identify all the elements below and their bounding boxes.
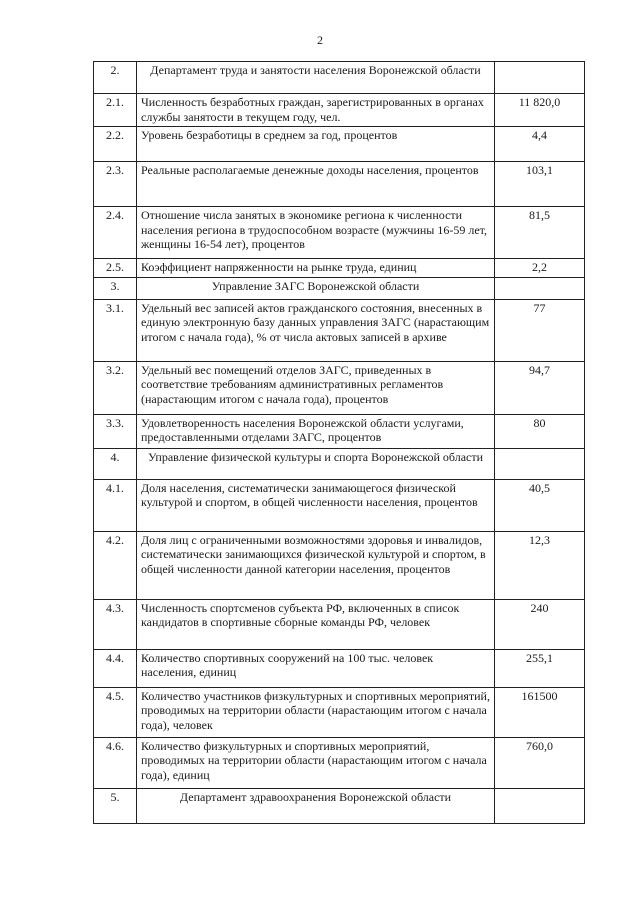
table-row bbox=[94, 737, 585, 788]
indicator-name: Доля лиц с ограниченными возможностями здоровья и инвалидов, систематически занимающихся физической культурой и спортом, в общей численности данной категории населения, процентов bbox=[137, 531, 495, 599]
table-row bbox=[94, 599, 585, 649]
table-row bbox=[94, 361, 585, 414]
row-number: 4.5. bbox=[94, 687, 137, 737]
indicator-name: Отношение числа занятых в экономике региона к численности населения региона в трудоспособном возрасте (мужчины 16-59 лет, женщины 16-54 лет), процентов bbox=[137, 207, 495, 259]
indicators-table bbox=[93, 61, 585, 824]
indicator-value bbox=[495, 448, 585, 479]
table-row bbox=[94, 299, 585, 361]
indicator-value: 80 bbox=[495, 414, 585, 448]
indicator-value: 161500 bbox=[495, 687, 585, 737]
table-row bbox=[94, 687, 585, 737]
indicator-value: 2,2 bbox=[495, 259, 585, 278]
indicator-name: Удельный вес помещений отделов ЗАГС, приведенных в соответствие требованиям административных регламентов (нарастающим итогом с начала года), процентов bbox=[137, 361, 495, 414]
row-number: 4.2. bbox=[94, 531, 137, 599]
indicator-value bbox=[495, 277, 585, 299]
indicator-value bbox=[495, 788, 585, 823]
table-row bbox=[94, 414, 585, 448]
indicator-value: 40,5 bbox=[495, 479, 585, 531]
row-number: 5. bbox=[94, 788, 137, 823]
section-title: Департамент труда и занятости населения Воронежской области bbox=[137, 62, 495, 94]
indicator-name: Удельный вес записей актов гражданского состояния, внесенных в единую электронную базу данных управления ЗАГС (нарастающим итогом с начала года), % от числа актовых записей в архиве bbox=[137, 299, 495, 361]
row-number: 4. bbox=[94, 448, 137, 479]
indicators-table-body bbox=[94, 62, 585, 824]
row-number: 2. bbox=[94, 62, 137, 94]
indicator-name: Коэффициент напряженности на рынке труда, единиц bbox=[137, 259, 495, 278]
indicator-value: 760,0 bbox=[495, 737, 585, 788]
indicator-value: 77 bbox=[495, 299, 585, 361]
row-number: 2.4. bbox=[94, 207, 137, 259]
section-row bbox=[94, 277, 585, 299]
indicator-name: Реальные располагаемые денежные доходы населения, процентов bbox=[137, 162, 495, 207]
indicator-name: Доля населения, систематически занимающегося физической культурой и спортом, в общей численности населения, процентов bbox=[137, 479, 495, 531]
table-row bbox=[94, 162, 585, 207]
indicator-name: Количество спортивных сооружений на 100 тыс. человек населения, единиц bbox=[137, 649, 495, 687]
indicator-value: 12,3 bbox=[495, 531, 585, 599]
row-number: 3. bbox=[94, 277, 137, 299]
section-row bbox=[94, 788, 585, 823]
page-number: 2 bbox=[317, 33, 323, 47]
row-number: 4.4. bbox=[94, 649, 137, 687]
indicator-name: Численность спортсменов субъекта РФ, включенных в список кандидатов в спортивные сборные команды РФ, человек bbox=[137, 599, 495, 649]
row-number: 4.6. bbox=[94, 737, 137, 788]
section-title: Департамент здравоохранения Воронежской области bbox=[137, 788, 495, 823]
row-number: 4.1. bbox=[94, 479, 137, 531]
table-row bbox=[94, 127, 585, 162]
section-title: Управление физической культуры и спорта Воронежской области bbox=[137, 448, 495, 479]
row-number: 4.3. bbox=[94, 599, 137, 649]
indicator-name: Уровень безработицы в среднем за год, процентов bbox=[137, 127, 495, 162]
table-row bbox=[94, 94, 585, 127]
indicator-value: 11 820,0 bbox=[495, 94, 585, 127]
indicator-name: Удовлетворенность населения Воронежской области услугами, предоставленными отделами ЗАГС, процентов bbox=[137, 414, 495, 448]
indicator-name: Количество участников физкультурных и спортивных мероприятий, проводимых на территории области (нарастающим итогом с начала года), человек bbox=[137, 687, 495, 737]
table-row bbox=[94, 259, 585, 278]
row-number: 3.3. bbox=[94, 414, 137, 448]
row-number: 2.5. bbox=[94, 259, 137, 278]
indicator-value: 81,5 bbox=[495, 207, 585, 259]
table-row bbox=[94, 531, 585, 599]
row-number: 2.1. bbox=[94, 94, 137, 127]
indicator-value: 94,7 bbox=[495, 361, 585, 414]
indicator-name: Количество физкультурных и спортивных мероприятий, проводимых на территории области (нарастающим итогом с начала года), единиц bbox=[137, 737, 495, 788]
section-row bbox=[94, 448, 585, 479]
table-row bbox=[94, 207, 585, 259]
row-number: 3.1. bbox=[94, 299, 137, 361]
table-row bbox=[94, 479, 585, 531]
indicator-value: 255,1 bbox=[495, 649, 585, 687]
indicator-name: Численность безработных граждан, зарегистрированных в органах службы занятости в текущем году, чел. bbox=[137, 94, 495, 127]
indicator-value: 240 bbox=[495, 599, 585, 649]
section-title: Управление ЗАГС Воронежской области bbox=[137, 277, 495, 299]
row-number: 3.2. bbox=[94, 361, 137, 414]
row-number: 2.2. bbox=[94, 127, 137, 162]
section-row bbox=[94, 62, 585, 94]
indicator-value bbox=[495, 62, 585, 94]
indicator-value: 4,4 bbox=[495, 127, 585, 162]
indicator-value: 103,1 bbox=[495, 162, 585, 207]
row-number: 2.3. bbox=[94, 162, 137, 207]
table-row bbox=[94, 649, 585, 687]
